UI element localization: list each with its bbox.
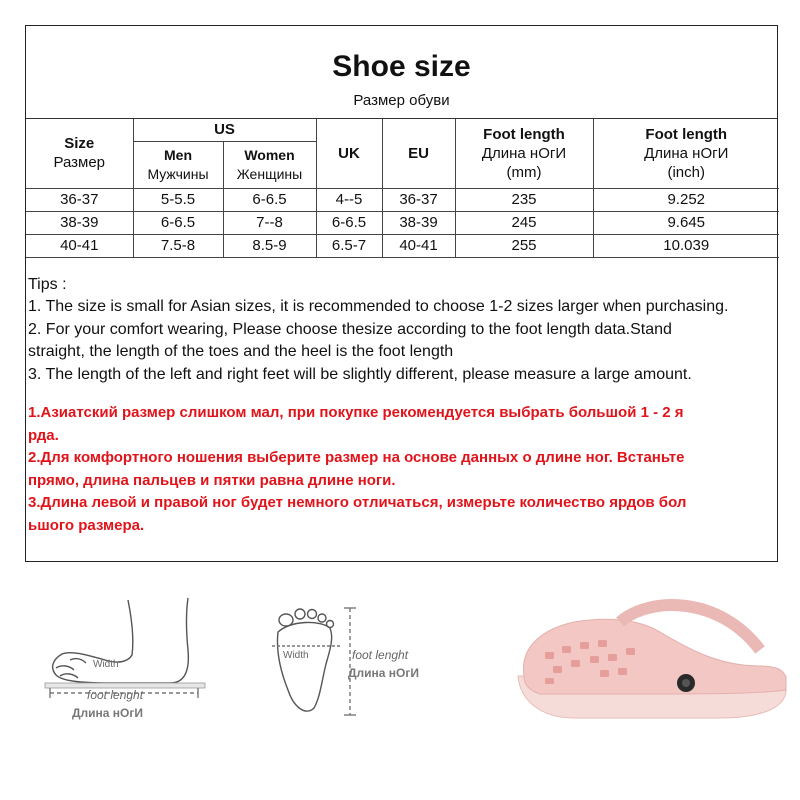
- cell-women: 7--8: [223, 211, 316, 234]
- vent-hole: [608, 654, 617, 661]
- cell-uk: 6-6.5: [316, 211, 382, 234]
- toe: [327, 621, 334, 628]
- size-table: [26, 119, 779, 258]
- cell-size: 38-39: [26, 211, 133, 234]
- measurement-illustrations: [0, 585, 800, 800]
- ru-tip-line: ьшого размера.: [28, 516, 145, 534]
- vent-hole: [571, 660, 580, 667]
- foot-mm-header: Foot length: [483, 125, 565, 143]
- vent-hole: [553, 666, 562, 673]
- men-header-cell: [133, 141, 223, 188]
- table-row: [26, 188, 779, 211]
- foot-side-outline: [53, 598, 189, 683]
- ru-tip-line: рда.: [28, 426, 59, 444]
- size-header: Size: [64, 135, 95, 153]
- tips-section: [26, 258, 777, 538]
- toe: [295, 609, 305, 619]
- size-header-cell: [26, 119, 133, 188]
- table-row: [26, 211, 779, 234]
- size-header-ru: Размер: [53, 154, 106, 172]
- cell-uk: 4--5: [316, 188, 382, 211]
- cell-inch: 10.039: [593, 234, 779, 257]
- foot-mm-header-cell: [455, 119, 593, 188]
- cell-women: 6-6.5: [223, 188, 316, 211]
- side-length-label: foot lenght: [87, 688, 144, 702]
- foot-inch-unit: (inch): [667, 163, 705, 181]
- table-row: [26, 234, 779, 257]
- russian-tips: [28, 402, 777, 537]
- foot-side-view: [45, 598, 205, 698]
- ru-tip-line: 1.Азиатский размер слишком мал, при покупке рекомендуется выбрать большой 1 - 2 я: [28, 404, 684, 421]
- foot-mm-header-ru: Длина нОгИ: [481, 144, 567, 162]
- vent-hole: [545, 678, 554, 684]
- cell-mm: 235: [455, 188, 593, 211]
- ru-tip-line: 2.Для комфортного ношения выберите размер на основе данных о длине ног. Встаньте: [28, 449, 685, 466]
- top-width-label: Width: [283, 650, 309, 661]
- cell-men: 7.5-8: [133, 234, 223, 257]
- vent-hole: [580, 642, 589, 649]
- strap-rivet-center: [682, 679, 690, 687]
- cell-inch: 9.252: [593, 188, 779, 211]
- vent-hole: [598, 640, 607, 647]
- cell-men: 5-5.5: [133, 188, 223, 211]
- cell-size: 36-37: [26, 188, 133, 211]
- ru-tip-line: прямо, длина пальцев и пятки равна длине ноги.: [28, 471, 396, 489]
- cell-eu: 40-41: [382, 234, 455, 257]
- page-title: Shoe size: [332, 50, 471, 83]
- cell-mm: 245: [455, 211, 593, 234]
- toe-big: [279, 614, 293, 626]
- clog-image: [518, 605, 786, 718]
- foot-mm-unit: (mm): [506, 163, 542, 181]
- cell-eu: 36-37: [382, 188, 455, 211]
- cell-inch: 9.645: [593, 211, 779, 234]
- toe: [308, 610, 317, 619]
- cell-size: 40-41: [26, 234, 133, 257]
- tip-line: 3. The length of the left and right feet will be slightly different, please measure a large amount.: [28, 365, 692, 383]
- women-header-ru: Женщины: [236, 165, 303, 182]
- tip-line: 2. For your comfort wearing, Please choose thesize according to the foot length data.Stand: [28, 320, 672, 338]
- women-header-cell: [223, 141, 316, 188]
- cell-uk: 6.5-7: [316, 234, 382, 257]
- page-subtitle: Размер обуви: [353, 92, 450, 109]
- side-length-label-ru: Длина нОгИ: [72, 706, 144, 720]
- women-header: Women: [244, 146, 295, 163]
- foot-top-view: [272, 608, 356, 715]
- foot-top-outline: [277, 622, 331, 711]
- ru-tip-line: 3.Длина левой и правой ног будет немного отличаться, измерьте количество ярдов бол: [28, 494, 687, 511]
- cell-mm: 255: [455, 234, 593, 257]
- eu-header: EU: [382, 119, 455, 188]
- top-length-label-ru: Длина нОгИ: [348, 666, 420, 680]
- vent-hole: [618, 668, 627, 675]
- vent-hole: [562, 646, 571, 653]
- uk-header: UK: [316, 119, 382, 188]
- cell-eu: 38-39: [382, 211, 455, 234]
- side-width-label: Width: [93, 659, 119, 670]
- cell-women: 8.5-9: [223, 234, 316, 257]
- men-header: Men: [164, 146, 192, 163]
- men-header-ru: Мужчины: [147, 165, 209, 182]
- vent-hole: [590, 656, 599, 663]
- toe: [318, 614, 326, 622]
- vent-hole: [626, 648, 635, 655]
- foot-inch-header-ru: Длина нОгИ: [644, 144, 729, 162]
- tip-line: 1. The size is small for Asian sizes, it is recommended to choose 1-2 sizes larger when purchasing.: [28, 298, 729, 315]
- foot-side-toes: [56, 659, 86, 678]
- tips-heading: Tips :: [28, 275, 67, 293]
- foot-inch-header-cell: [593, 119, 779, 188]
- foot-inch-header: Foot length: [645, 125, 728, 143]
- cell-men: 6-6.5: [133, 211, 223, 234]
- vent-hole: [545, 652, 554, 659]
- us-header: US: [133, 119, 316, 141]
- tip-line: straight, the length of the toes and the heel is the foot length: [28, 343, 454, 360]
- title-block: [26, 26, 777, 119]
- size-chart-frame: [25, 25, 778, 562]
- top-length-label: foot lenght: [352, 648, 409, 662]
- vent-hole: [600, 670, 609, 677]
